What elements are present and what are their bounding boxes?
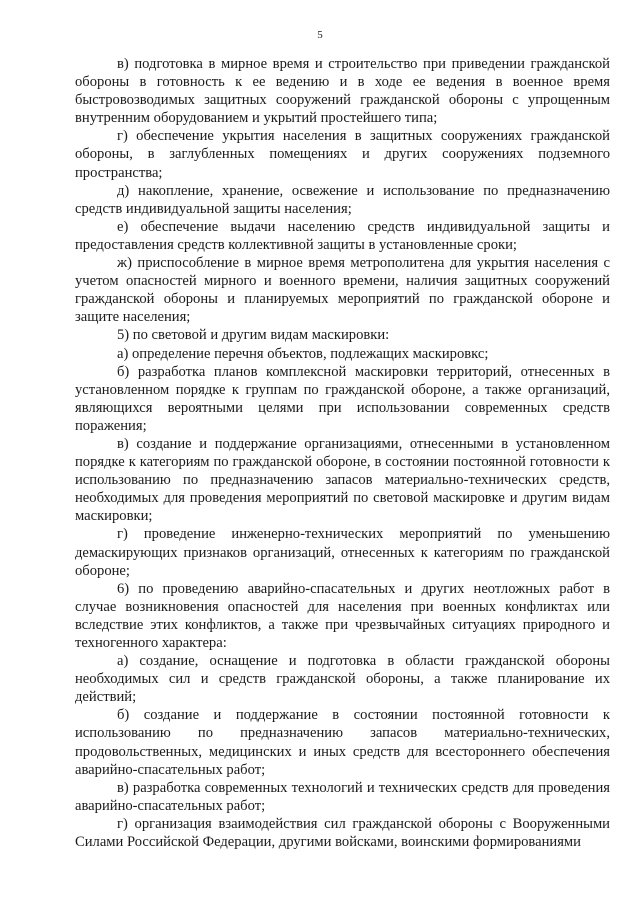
paragraph-supplies-readiness: б) создание и поддержание в состоянии постоянной готовности к использованию по предназначению запасов материально-технических, продовольственных, медицинских и иных средств для всестороннего обеспечения аварийно-спасательных работ;	[75, 707, 610, 778]
paragraph-forces-preparation: а) создание, оснащение и подготовка в области гражданской обороны необходимых сил и средств гражданской обороны, а также планирование их действий;	[75, 653, 610, 706]
paragraph-protective-equipment-issue: е) обеспечение выдачи населению средств индивидуальной защиты и предоставления средств коллективной защиты в установленные сроки;	[75, 218, 610, 253]
page-number: 5	[317, 29, 323, 41]
paragraph-object-list: а) определение перечня объектов, подлежащих маскировкс;	[117, 345, 489, 362]
paragraph-engineering-measures: г) проведение инженерно-технических мероприятий по уменьшению демаскирующих признаков организаций, отнесенных к категориям по гражданской обороне;	[75, 526, 610, 579]
paragraph-section-6-heading: 6) по проведению аварийно-спасательных и других неотложных работ в случае возникновения опасностей для населения при военных конфликтах или вследствие этих конфликтов, а также при чрезвычайных ситуациях природного и техногенного характера:	[75, 580, 610, 651]
paragraph-civil-defense-construction: в) подготовка в мирное время и строительство при приведении гражданской обороны в готовность к ее ведению и в ходе ее ведения в военное время быстровозводимых защитных сооружений гражданской обороны с упрощенным внутренним оборудованием и укрытий простейшего типа;	[75, 56, 610, 127]
paragraph-protective-equipment-storage: д) накопление, хранение, освежение и использование по предназначению средств индивидуальной защиты населения;	[75, 182, 610, 217]
paragraph-forces-interaction: г) организация взаимодействия сил гражданской обороны с Вооруженными Силами Российской Федерации, другими войсками, воинскими формированиями	[75, 815, 610, 851]
paragraph-population-shelter: г) обеспечение укрытия населения в защитных сооружениях гражданской обороны, в заглубленных помещениях и других сооружениях подземного пространства;	[75, 128, 610, 181]
paragraph-metro-adaptation: ж) приспособление в мирное время метрополитена для укрытия населения с учетом опасностей мирного и военного времени, наличия защитных сооружений гражданской обороны и планируемых мероприятий по гражданской обороне и защите населения;	[75, 255, 610, 326]
paragraph-technology-development: в) разработка современных технологий и технических средств для проведения аварийно-спасательных работ;	[75, 779, 610, 814]
paragraph-section-5-heading: 5) по световой и другим видам маскировки:	[117, 327, 390, 344]
paragraph-material-reserves: в) создание и поддержание организациями, отнесенными в установленном порядке к категориям по гражданской обороне, в состоянии постоянной готовности к использованию по предназначению запасов материально-технических средств, необходимых для проведения мероприятий по световой маскировке и другим видам маскировки;	[75, 435, 610, 525]
document-body	[75, 55, 610, 851]
paragraph-camouflage-plans: б) разработка планов комплексной маскировки территорий, отнесенных в установленном порядке к группам по гражданской обороне, а также организаций, являющихся вероятными целями при использовании современных средств поражения;	[75, 363, 610, 434]
